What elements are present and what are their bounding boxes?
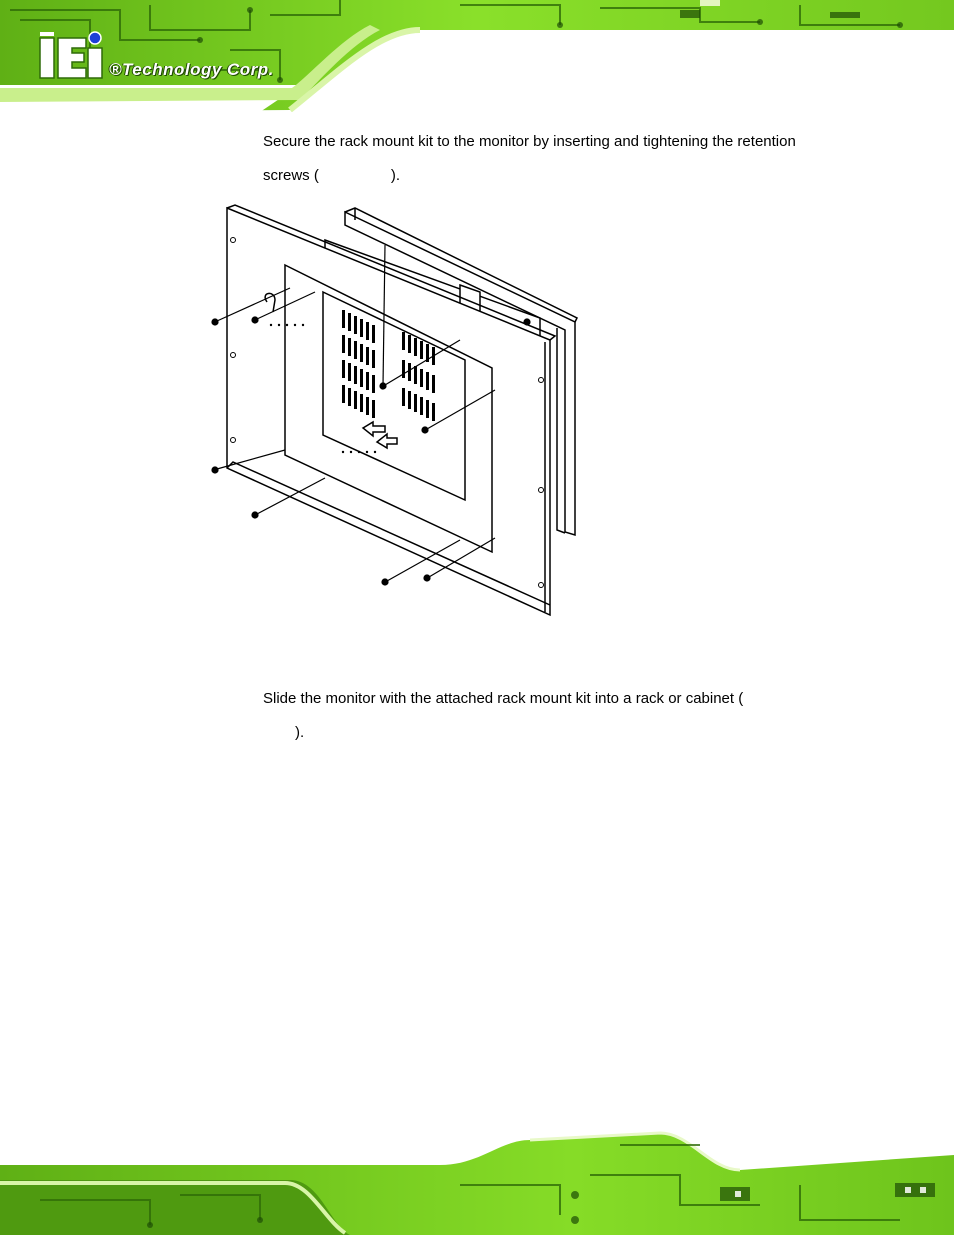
- iei-logo-icon: [40, 32, 102, 78]
- step-2-line-2: ).: [295, 724, 305, 741]
- step-1-line-2: screws ( ).: [263, 167, 401, 184]
- rack-mount-assembly-drawing-icon: [205, 200, 585, 625]
- step-1-text: [263, 125, 843, 193]
- step-2-line-1: Slide the monitor with the attached rack mount kit into a rack or cabinet (: [263, 690, 744, 707]
- brand-text: ®Technology Corp.: [109, 60, 274, 79]
- circuit-board-header-graphic: [0, 0, 954, 112]
- page-footer: [0, 1125, 954, 1235]
- rack-mount-figure: [205, 200, 585, 625]
- step-2-text: [263, 682, 843, 750]
- step-1-line-1: Secure the rack mount kit to the monitor by inserting and tightening the retention: [263, 133, 796, 150]
- page-header: [0, 0, 954, 112]
- circuit-board-footer-graphic: [0, 1125, 954, 1235]
